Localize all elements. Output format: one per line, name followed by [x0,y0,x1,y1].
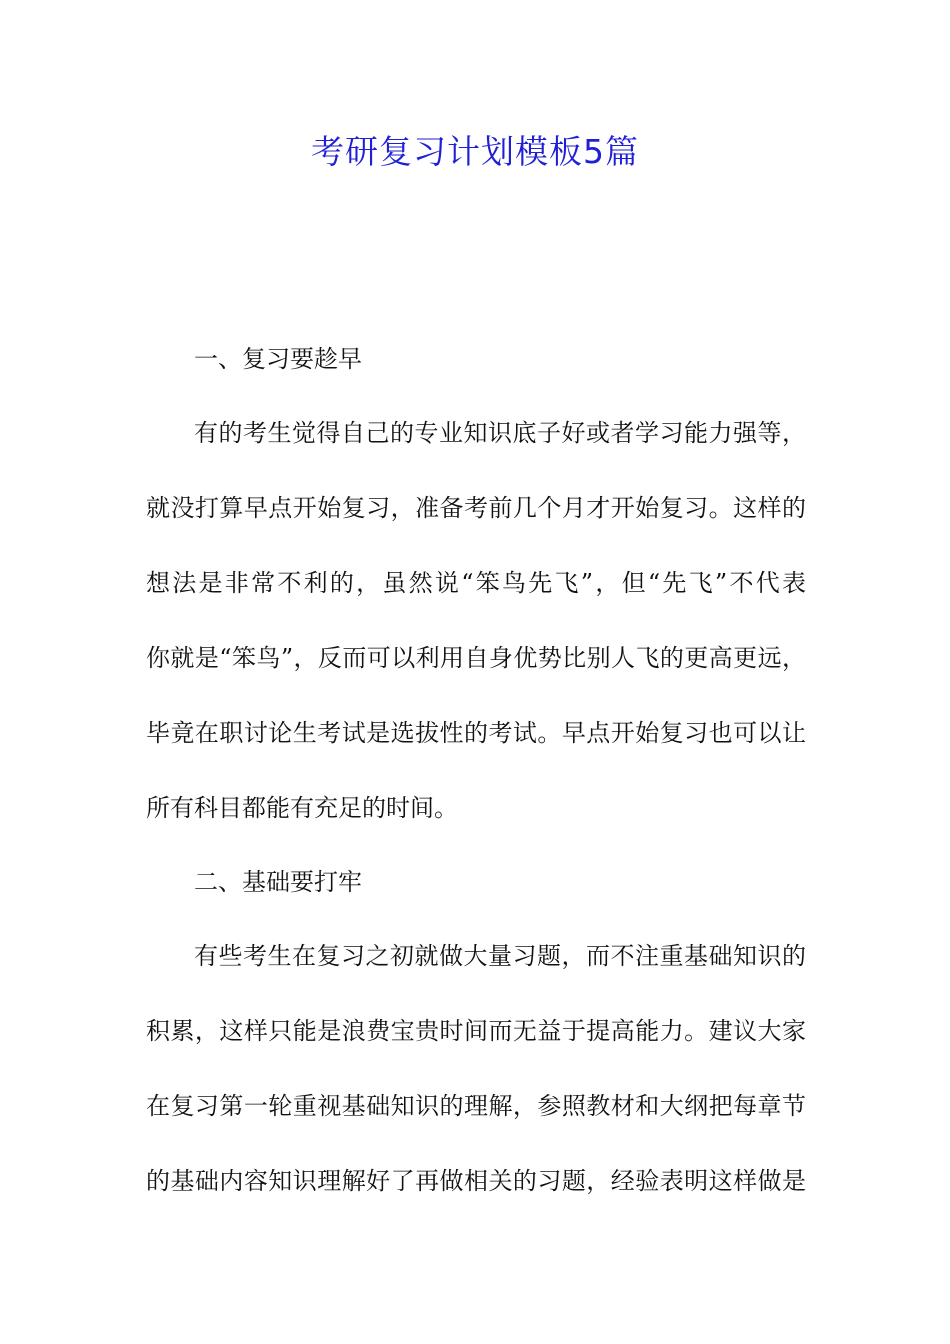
document-title: 考研复习计划模板5篇 [311,132,639,171]
paragraph-line: 有的考生觉得自己的专业知识底子好或者学习能力强等， [194,419,806,447]
paragraph-line: 在复习第一轮重视基础知识的理解，参照教材和大纲把每章节 [146,1092,806,1120]
paragraph-line: 有些考生在复习之初就做大量习题，而不注重基础知识的 [194,942,806,970]
document-body [146,334,806,1230]
section-paragraph-2 [146,931,806,1206]
section-heading-2: 二、基础要打牢 [194,868,362,896]
paragraph-line: 所有科目都能有充足的时间。 [146,794,458,822]
paragraph-line: 毕竟在职讨论生考试是选拔性的考试。早点开始复习也可以让 [146,719,806,747]
paragraph-line: 想法是非常不利的，虽然说“笨鸟先飞”，但“先飞”不代表 [146,569,806,597]
paragraph-line: 的基础内容知识理解好了再做相关的习题，经验表明这样做是 [146,1167,806,1195]
section-paragraph-1 [146,408,806,833]
paragraph-line: 你就是“笨鸟”，反而可以利用自身优势比别人飞的更高更远， [146,644,806,672]
paragraph-line: 积累，这样只能是浪费宝贵时间而无益于提高能力。建议大家 [146,1017,806,1045]
section-heading-1: 一、复习要趁早 [194,345,362,373]
paragraph-line: 就没打算早点开始复习，准备考前几个月才开始复习。这样的 [146,494,806,522]
